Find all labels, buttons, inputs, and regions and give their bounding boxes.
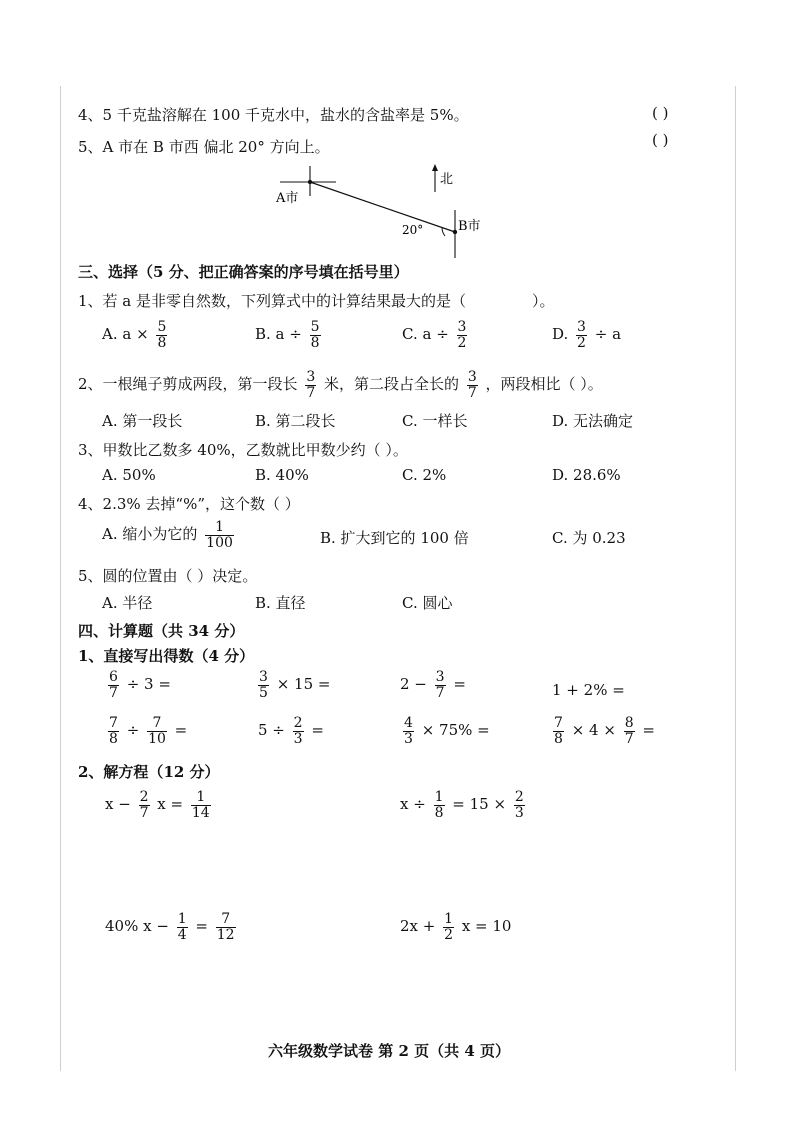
page-footer: 六年级数学试卷 第 2 页（共 4 页） <box>268 1042 510 1060</box>
calc-r2-e2[interactable]: 5 ÷ $\frac{2}{3}$ = <box>258 715 324 747</box>
judge-q5-answer-blank[interactable]: ( ) <box>652 131 669 149</box>
calc-sub2-title: 2、解方程（12 分） <box>78 763 220 781</box>
choice-q2-option-d[interactable]: D. 无法确定 <box>552 412 634 430</box>
north-arrow-head <box>432 164 438 171</box>
fraction: $\frac{1}{100}$ <box>206 519 233 551</box>
scan-border-right <box>735 86 736 1071</box>
ab-connecting-line <box>310 182 455 232</box>
choice-q2: 2、一根绳子剪成两段，第一段长 $\frac{3}{7}$ 米，第二段占全长的 $\frac{3}{7}$ ，两段相比（ ）。 <box>78 369 603 401</box>
equation-2[interactable]: x ÷ $\frac{1}{8}$ = 15 × $\frac{2}{3}$ <box>400 789 524 821</box>
fraction: $\frac{6}{7}$ <box>109 669 118 701</box>
a-city-label: A市 <box>276 191 299 206</box>
direction-diagram <box>270 160 510 260</box>
calc-r1-e4[interactable]: 1 + 2% = <box>552 681 625 699</box>
fraction: $\frac{2}{3}$ <box>293 715 303 747</box>
choice-q3: 3、甲数比乙数多 40%，乙数就比甲数少约（ ）。 <box>78 441 408 459</box>
calc-r2-e1[interactable]: $\frac{7}{8}$ ÷ $\frac{7}{10}$ = <box>109 715 188 747</box>
fraction: $\frac{4}{3}$ <box>404 715 413 747</box>
fraction: $\frac{2}{3}$ <box>514 789 524 821</box>
fraction: $\frac{3}{2}$ <box>457 319 467 351</box>
fraction: $\frac{7}{10}$ <box>148 715 166 747</box>
fraction: $\frac{3}{7}$ <box>467 369 477 401</box>
choice-q2-option-a[interactable]: A. 第一段长 <box>102 412 183 430</box>
angle-arc <box>442 228 445 236</box>
b-city-point <box>453 230 457 234</box>
choice-q3-option-b[interactable]: B. 40% <box>255 466 309 484</box>
judge-q4-answer-blank[interactable]: ( ) <box>652 104 669 122</box>
choice-q4-option-a[interactable]: A. 缩小为它的 $\frac{1}{100}$ <box>102 519 233 551</box>
choice-q1-option-c[interactable]: C. a ÷ $\frac{3}{2}$ <box>402 319 467 351</box>
fraction: $\frac{7}{12}$ <box>216 911 235 943</box>
choice-q3-option-d[interactable]: D. 28.6% <box>552 466 621 484</box>
choice-q5-option-a[interactable]: A. 半径 <box>102 594 153 612</box>
choice-q1: 1、若 a 是非零自然数，下列算式中的计算结果最大的是（ ）。 <box>78 292 555 310</box>
section-calc-title: 四、计算题（共 34 分） <box>78 622 245 640</box>
choice-q1-option-b[interactable]: B. a ÷ $\frac{5}{8}$ <box>255 319 320 351</box>
fraction: $\frac{7}{8}$ <box>554 715 563 747</box>
fraction: $\frac{3}{5}$ <box>259 669 268 701</box>
north-label: 北 <box>440 172 454 187</box>
judge-q4: 4、5 千克盐溶解在 100 千克水中，盐水的含盐率是 5%。 <box>78 106 469 124</box>
b-city-label: B市 <box>458 219 481 234</box>
calc-r1-e3[interactable]: 2 − $\frac{3}{7}$ = <box>400 669 466 701</box>
fraction: $\frac{5}{8}$ <box>157 319 167 351</box>
choice-q3-option-a[interactable]: A. 50% <box>102 466 156 484</box>
fraction: $\frac{1}{14}$ <box>191 789 210 821</box>
choice-q2-option-b[interactable]: B. 第二段长 <box>255 412 336 430</box>
calc-r2-e4[interactable]: $\frac{7}{8}$ × 4 × $\frac{8}{7}$ = <box>554 715 655 747</box>
fraction: $\frac{3}{7}$ <box>435 669 445 701</box>
choice-q5-option-b[interactable]: B. 直径 <box>255 594 306 612</box>
equation-4[interactable]: 2x + $\frac{1}{2}$ x = 10 <box>400 911 512 943</box>
fraction: $\frac{5}{8}$ <box>310 319 320 351</box>
calc-r1-e2[interactable]: $\frac{3}{5}$ × 15 = <box>259 669 331 701</box>
section-choice-title: 三、选择（5 分、把正确答案的序号填在括号里） <box>78 263 409 281</box>
equation-1[interactable]: x − $\frac{2}{7}$ x = $\frac{1}{14}$ <box>105 789 210 821</box>
choice-q2-option-c[interactable]: C. 一样长 <box>402 412 468 430</box>
angle-label: 20° <box>402 223 424 237</box>
calc-r1-e1[interactable]: $\frac{6}{7}$ ÷ 3 = <box>109 669 171 701</box>
fraction: $\frac{3}{2}$ <box>577 319 586 351</box>
choice-q5: 5、圆的位置由（ ）决定。 <box>78 567 258 585</box>
choice-q4-option-c[interactable]: C. 为 0.23 <box>552 529 626 547</box>
fraction: $\frac{1}{2}$ <box>444 911 454 943</box>
fraction: $\frac{7}{8}$ <box>109 715 118 747</box>
choice-q5-option-c[interactable]: C. 圆心 <box>402 594 453 612</box>
fraction: $\frac{1}{8}$ <box>434 789 444 821</box>
equation-3[interactable]: 40% x − $\frac{1}{4}$ = $\frac{7}{12}$ <box>105 911 235 943</box>
calc-sub1-title: 1、直接写出得数（4 分） <box>78 647 255 665</box>
fraction: $\frac{2}{7}$ <box>139 789 149 821</box>
choice-q1-option-d[interactable]: D. $\frac{3}{2}$ ÷ a <box>552 319 622 351</box>
choice-q3-option-c[interactable]: C. 2% <box>402 466 447 484</box>
choice-q4-option-b[interactable]: B. 扩大到它的 100 倍 <box>320 529 469 547</box>
scan-border-left <box>60 86 61 1071</box>
choice-q1-option-a[interactable]: A. a × $\frac{5}{8}$ <box>102 319 167 351</box>
choice-q4: 4、2.3% 去掉“%”，这个数（ ） <box>78 495 300 513</box>
fraction: $\frac{3}{7}$ <box>306 369 316 401</box>
judge-q5: 5、A 市在 B 市西 偏北 20° 方向上。 <box>78 138 330 156</box>
fraction: $\frac{8}{7}$ <box>624 715 634 747</box>
calc-r2-e3[interactable]: $\frac{4}{3}$ × 75% = <box>404 715 490 747</box>
fraction: $\frac{1}{4}$ <box>177 911 187 943</box>
